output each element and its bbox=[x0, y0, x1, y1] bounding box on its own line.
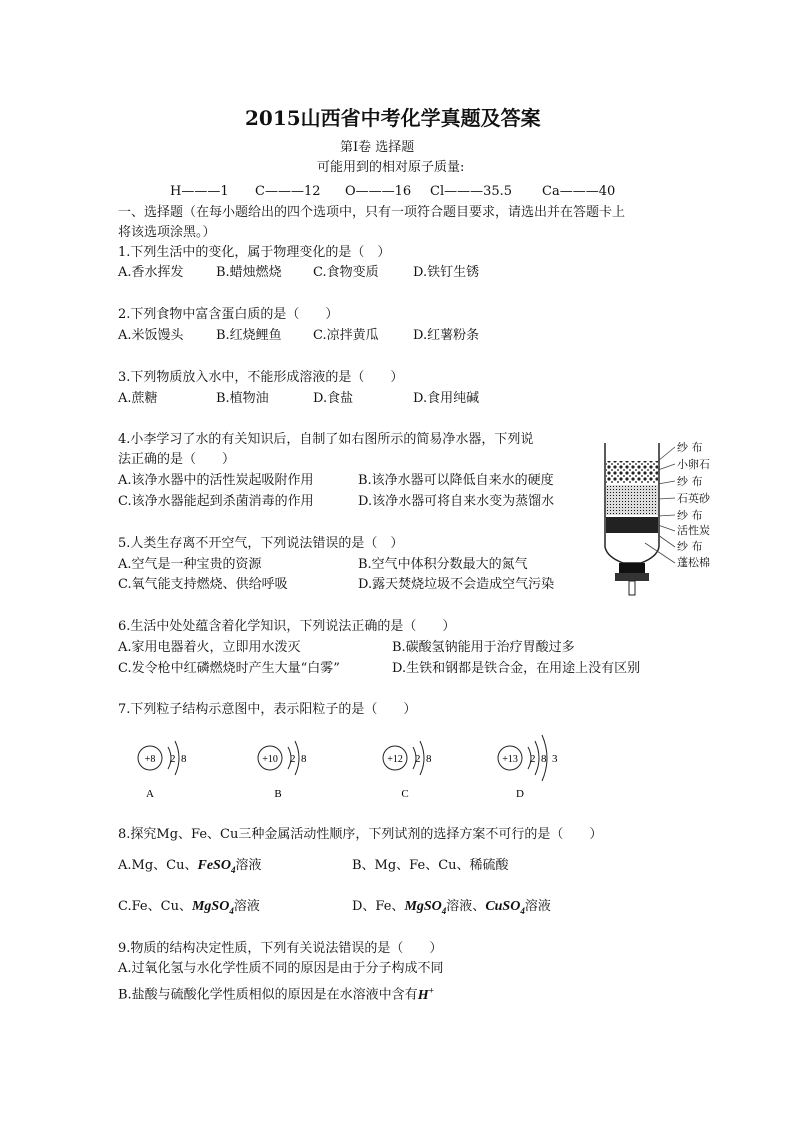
svg-text:+10: +10 bbox=[262, 754, 278, 765]
formula-feso4: FeSO$_4$ bbox=[197, 858, 236, 875]
q6-option-d: D.生铁和钢都是铁合金，在用途上没有区别 bbox=[392, 661, 641, 676]
figure-label-gauze-3: 纱 布 bbox=[677, 509, 703, 522]
particle-a bbox=[138, 741, 187, 800]
figure-label-cotton: 蓬松棉 bbox=[677, 556, 710, 569]
q2-option-b: B.红烧鲤鱼 bbox=[216, 328, 282, 343]
q2-option-a: A.米饭馒头 bbox=[118, 328, 184, 343]
svg-text:8: 8 bbox=[301, 753, 307, 765]
formula-mgso4: MgSO$_4$ bbox=[191, 899, 234, 916]
q1-stem: 1.下列生活中的变化，属于物理变化的是（ ） bbox=[118, 245, 391, 260]
q9-option-a: A.过氧化氢与水化学性质不同的原因是由于分子构成不同 bbox=[118, 961, 444, 976]
q8-stem: 8.探究Mg、Fe、Cu三种金属活动性顺序，下列试剂的选择方案不可行的是（ ） bbox=[118, 827, 603, 842]
q6-option-c: C.发令枪中红磷燃烧时产生大量“白雾” bbox=[118, 661, 340, 676]
particle-d bbox=[498, 735, 558, 800]
mass-intro: 可能用到的相对原子质量: bbox=[317, 160, 465, 175]
doc-title: 2015山西省中考化学真题及答案 bbox=[245, 106, 541, 130]
figure-label-pebbles: 小卵石 bbox=[677, 458, 710, 471]
q9-b-text: B.盐酸与硫酸化学性质相似的原因是在水溶液中含有 bbox=[118, 987, 418, 1003]
svg-text:+13: +13 bbox=[502, 754, 518, 765]
q3-option-d: D.食用纯碱 bbox=[413, 391, 480, 406]
q8-option-d bbox=[352, 899, 551, 919]
q4-option-b: B.该净水器可以降低自来水的硬度 bbox=[358, 473, 554, 488]
q8-d-text: D、Fe、 bbox=[352, 899, 405, 914]
svg-text:B: B bbox=[274, 788, 282, 800]
particle-b bbox=[258, 741, 307, 800]
q1-option-d: D.铁钉生锈 bbox=[413, 265, 480, 280]
svg-text:D: D bbox=[516, 788, 524, 800]
mass-o: O———16 bbox=[345, 184, 412, 199]
figure-label-gauze-2: 纱 布 bbox=[677, 475, 703, 488]
svg-text:8: 8 bbox=[426, 753, 432, 765]
q4-stem: 4.小李学习了水的有关知识后，自制了如右图所示的简易净水器，下列说 bbox=[118, 432, 534, 447]
q5-option-c: C.氧气能支持燃烧、供给呼吸 bbox=[118, 577, 288, 592]
svg-text:+12: +12 bbox=[387, 754, 403, 765]
mass-h: H———1 bbox=[170, 184, 229, 199]
mass-c: C———12 bbox=[255, 184, 321, 199]
svg-text:2: 2 bbox=[415, 753, 421, 765]
q9-option-b bbox=[118, 982, 434, 1004]
q8-option-a bbox=[118, 858, 261, 878]
part-instructions-cont: 将该选项涂黑。） bbox=[118, 225, 216, 240]
q8-option-b: B、Mg、Fe、Cu、稀硫酸 bbox=[352, 858, 509, 873]
figure-label-gauze-4: 纱 布 bbox=[677, 540, 703, 553]
q3-option-a: A.蔗糖 bbox=[118, 391, 158, 406]
q5-option-a: A.空气是一种宝贵的资源 bbox=[118, 557, 262, 572]
particle-diagrams bbox=[110, 725, 580, 805]
figure-label-activated-carbon: 活性炭 bbox=[677, 524, 710, 537]
q1-option-a: A.香水挥发 bbox=[118, 265, 184, 280]
q8-c-text: C.Fe、Cu、 bbox=[118, 899, 192, 914]
q2-option-d: D.红薯粉条 bbox=[413, 328, 480, 343]
q2-option-c: C.凉拌黄瓜 bbox=[313, 328, 379, 343]
q5-option-d: D.露天焚烧垃圾不会造成空气污染 bbox=[358, 577, 555, 592]
q4-option-c: C.该净水器能起到杀菌消毒的作用 bbox=[118, 494, 314, 509]
mass-ca: Ca———40 bbox=[542, 184, 616, 199]
q4-option-a: A.该净水器中的活性炭起吸附作用 bbox=[118, 473, 314, 488]
mass-cl: Cl———35.5 bbox=[430, 184, 513, 199]
q1-option-c: C.食物变质 bbox=[313, 265, 379, 280]
q5-option-b: B.空气中体积分数最大的氮气 bbox=[358, 557, 528, 572]
svg-text:8: 8 bbox=[181, 753, 187, 765]
q6-stem: 6.生活中处处蕴含着化学知识，下列说法正确的是（ ） bbox=[118, 619, 456, 634]
figure-label-gauze-1: 纱 布 bbox=[677, 441, 703, 454]
q8-d-mid: 溶液、 bbox=[446, 899, 486, 914]
q3-option-c: D.食盐 bbox=[313, 391, 354, 406]
formula-h-ion: H+ bbox=[417, 985, 434, 1003]
svg-text:2: 2 bbox=[290, 753, 296, 765]
svg-text:3: 3 bbox=[552, 753, 558, 765]
q8-option-c bbox=[118, 899, 260, 919]
q9-stem: 9.物质的结构决定性质，下列有关说法错误的是（ ） bbox=[118, 941, 443, 956]
q5-stem: 5.人类生存离不开空气，下列说法错误的是（ ） bbox=[118, 536, 404, 551]
q8-c-suffix: 溶液 bbox=[233, 899, 260, 914]
particle-c bbox=[383, 741, 432, 800]
q3-stem: 3.下列物质放入水中，不能形成溶液的是（ ） bbox=[118, 370, 404, 385]
q6-option-a: A.家用电器着火，立即用水泼灭 bbox=[118, 640, 301, 655]
q4-option-d: D.该净水器可将自来水变为蒸馏水 bbox=[358, 494, 555, 509]
svg-text:2: 2 bbox=[530, 753, 536, 765]
q7-stem: 7.下列粒子结构示意图中，表示阳粒子的是（ ） bbox=[118, 702, 417, 717]
figure-label-quartz-sand: 石英砂 bbox=[677, 492, 710, 505]
q6-option-b: B.碳酸氢钠能用于治疗胃酸过多 bbox=[392, 640, 575, 655]
svg-text:C: C bbox=[401, 788, 409, 800]
svg-text:2: 2 bbox=[170, 753, 176, 765]
q4-stem-cont: 法正确的是（ ） bbox=[118, 452, 236, 467]
formula-mgso4: MgSO$_4$ bbox=[404, 899, 447, 916]
svg-text:+8: +8 bbox=[144, 754, 156, 765]
q8-a-text: A.Mg、Cu、 bbox=[118, 858, 198, 873]
section-heading: 第Ⅰ卷 选择题 bbox=[340, 140, 415, 155]
formula-cuso4: CuSO$_4$ bbox=[485, 899, 525, 916]
q8-d-suffix: 溶液 bbox=[524, 899, 551, 914]
q2-stem: 2.下列食物中富含蛋白质的是（ ） bbox=[118, 307, 339, 322]
part-instructions: 一、选择题（在每小题给出的四个选项中，只有一项符合题目要求，请选出并在答题卡上 bbox=[118, 205, 626, 220]
q3-option-b: B.植物油 bbox=[216, 391, 269, 406]
svg-text:8: 8 bbox=[541, 753, 547, 765]
q1-option-b: B.蜡烛燃烧 bbox=[216, 265, 282, 280]
q8-a-suffix: 溶液 bbox=[235, 858, 262, 873]
svg-text:A: A bbox=[146, 788, 154, 800]
